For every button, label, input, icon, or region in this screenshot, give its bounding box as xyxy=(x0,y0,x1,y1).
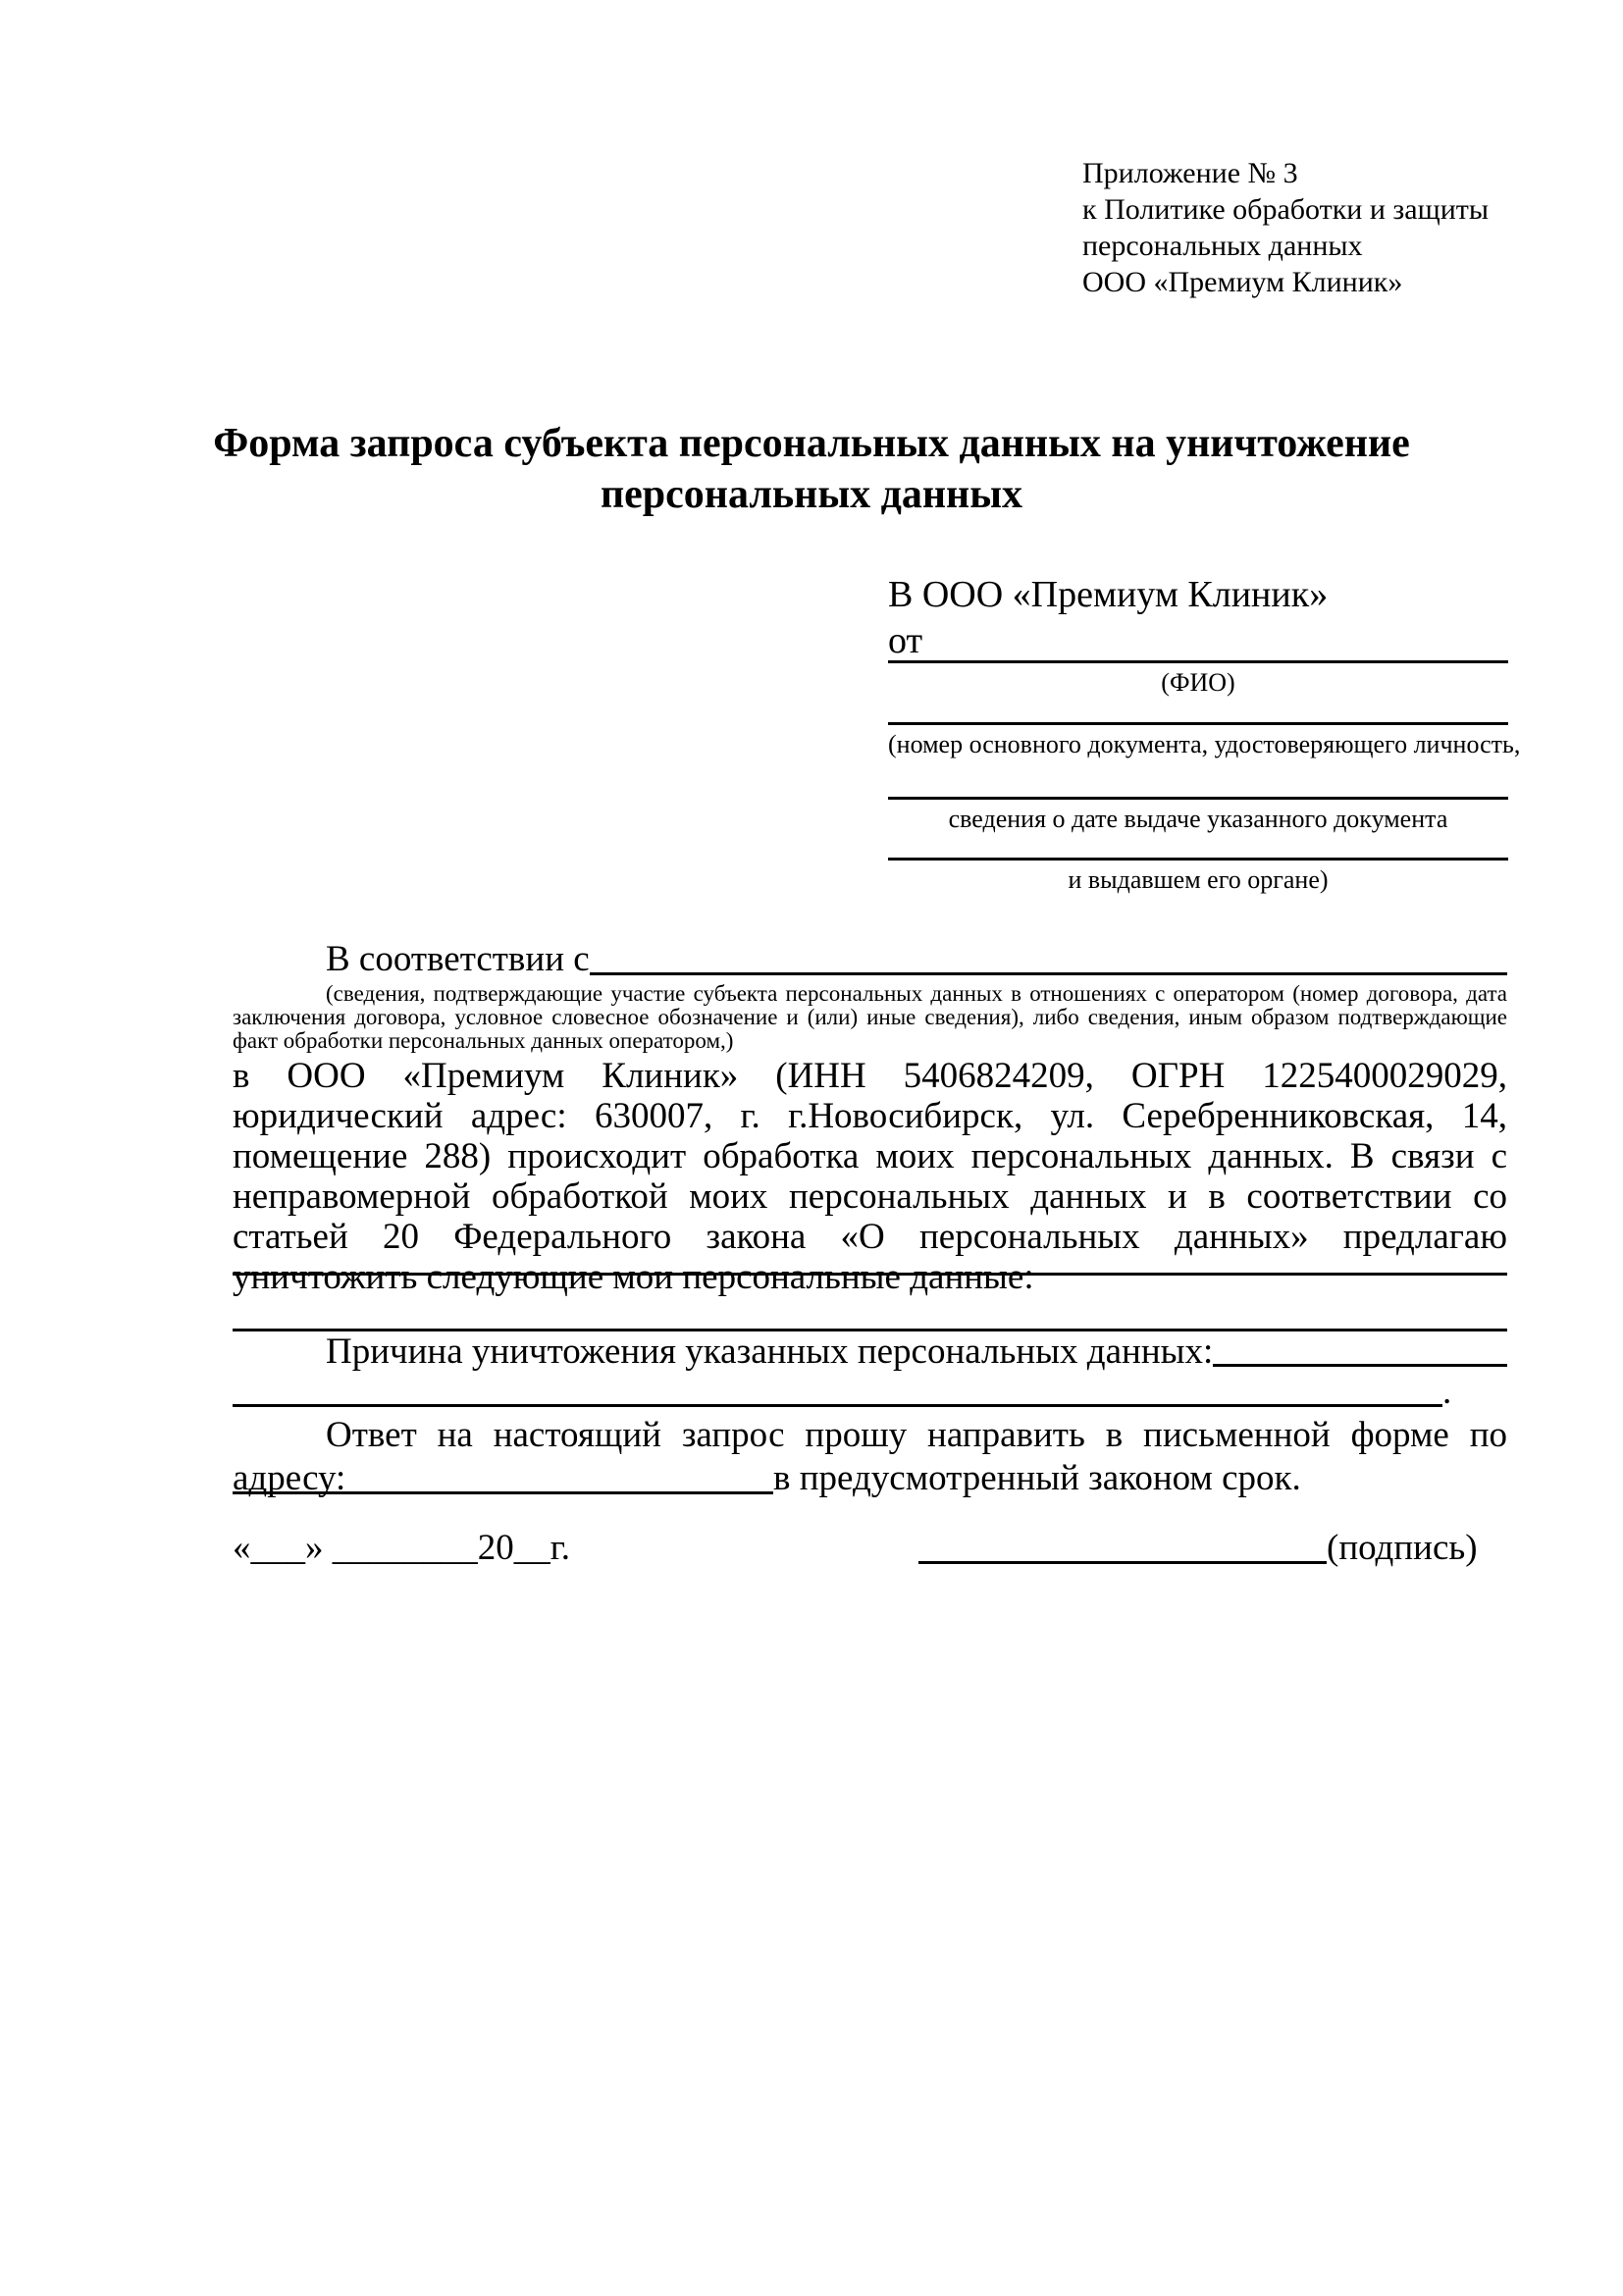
appendix-header xyxy=(1082,155,1489,300)
reason-continuation-blank-line xyxy=(233,1372,1442,1407)
appendix-header-line: персональных данных xyxy=(1082,230,1363,262)
answer-line2-text: в предусмотренный законом срок. xyxy=(773,1458,1301,1498)
appendix-header-line: Приложение № 3 xyxy=(1082,157,1298,189)
answer-paragraph-line1: Ответ на настоящий запрос прошу направить в письменной форме по адресу: xyxy=(233,1415,1507,1498)
signature-blank-line xyxy=(918,1527,1327,1564)
document-number-blank-line xyxy=(888,722,1508,725)
document-title: Форма запроса субъекта персональных данных на уничтожение персональных данных xyxy=(213,421,1410,517)
signature-caption: (подпись) xyxy=(1327,1528,1478,1568)
body-paragraph: в ООО «Премиум Клиник» (ИНН 5406824209, ОГРН 1225400029029, юридический адрес: 630007, г. г.Новосибирск, ул. Серебренниковская, 14, помещение 288) происходит обработка моих персональных данных. В связи с неправомерной обработкой моих персональных данных и в соответствии со статьей 20 Федерального закона «О персональных данных» предлагаю уничтожить следующие мои персональные данные: xyxy=(233,1056,1507,1297)
appendix-header-line: к Политике обработки и защиты xyxy=(1082,193,1490,226)
reason-label: Причина уничтожения указанных персональных данных: xyxy=(326,1331,1214,1372)
reason-blank-line xyxy=(1213,1331,1507,1367)
answer-paragraph-line2 xyxy=(233,1457,1507,1500)
issue-date-blank-line xyxy=(888,797,1508,800)
issue-date-caption: сведения о дате выдаче указанного документа xyxy=(948,805,1448,833)
address-blank-line xyxy=(233,1457,773,1494)
recipient-from-label: от xyxy=(888,620,923,661)
document-number-caption: (номер основного документа, удостоверяющего личность, xyxy=(888,730,1521,758)
fio-blank-line xyxy=(888,660,1508,663)
accordance-lead: В соответствии с xyxy=(326,939,590,979)
appendix-header-line: ООО «Премиум Клиник» xyxy=(1082,266,1403,298)
reason-row xyxy=(233,1331,1507,1373)
reason-continuation-row xyxy=(233,1372,1507,1413)
accordance-blank-line xyxy=(590,938,1507,975)
date-blank-line: «___» ________20__г. xyxy=(233,1528,571,1568)
fio-caption: (ФИО) xyxy=(1161,668,1235,697)
accordance-row xyxy=(233,938,1507,981)
issuing-authority-caption: и выдавшем его органе) xyxy=(1068,865,1329,894)
signature-row xyxy=(918,1527,1508,1570)
recipient-to: В ООО «Премиум Клиник» xyxy=(888,574,1329,615)
period-mark: . xyxy=(1442,1372,1452,1412)
personal-data-blank-line-1 xyxy=(233,1273,1507,1276)
issuing-authority-blank-line xyxy=(888,858,1508,861)
accordance-note: (сведения, подтверждающие участие субъекта персональных данных в отношениях с оператором (номер договора, дата заключения договора, условное словесное обозначение и (или) иные сведения), либо сведения, иным образом подтверждающие факт обработки персональных данных оператором,) xyxy=(233,981,1507,1053)
